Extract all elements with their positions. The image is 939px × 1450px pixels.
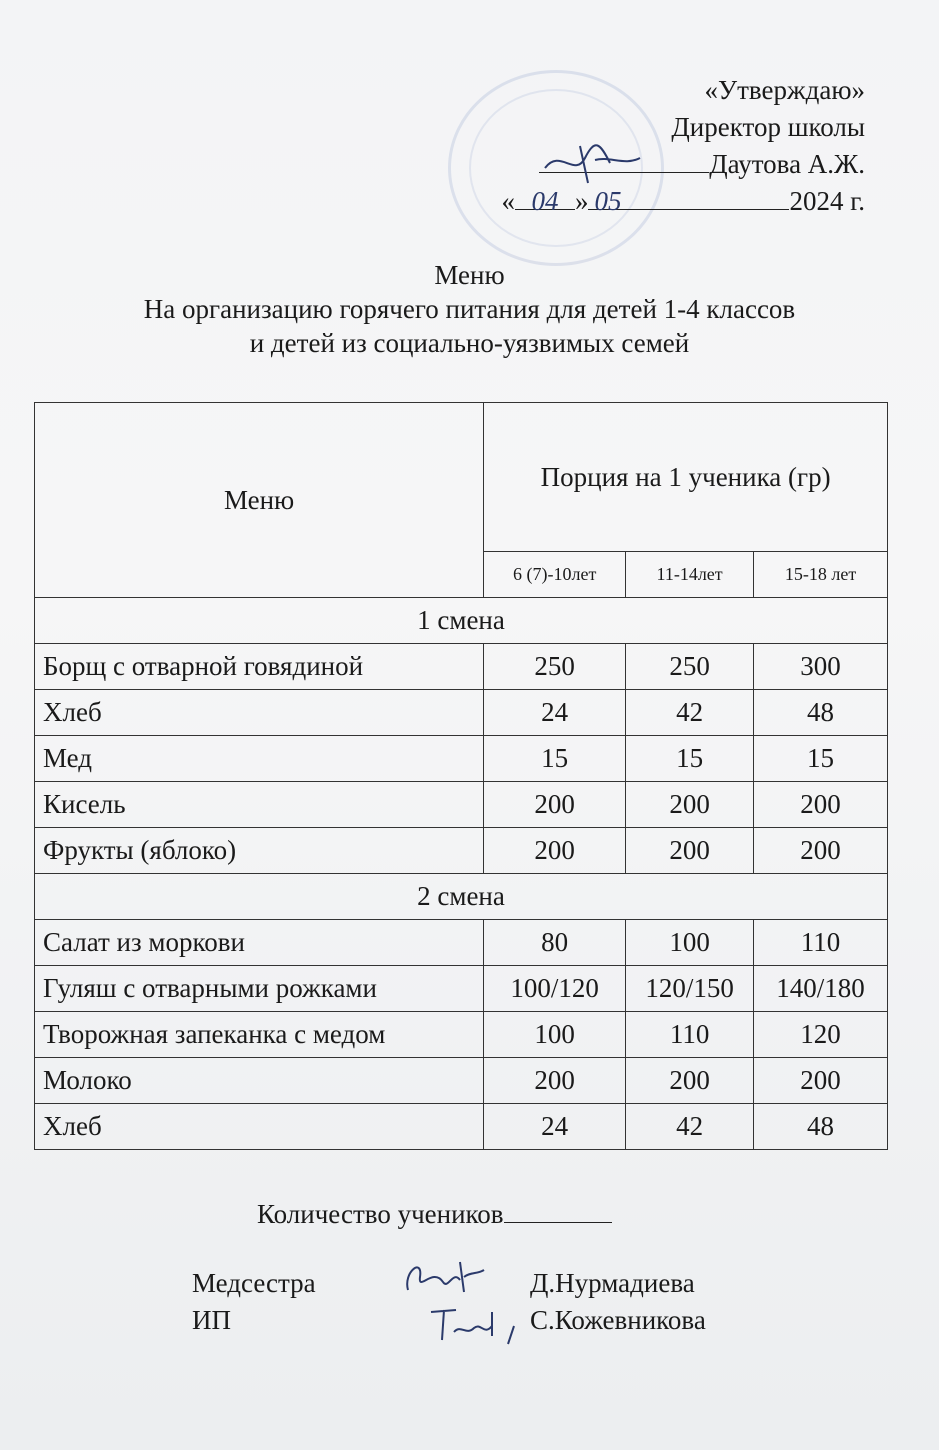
- nurse-signature: [398, 1252, 488, 1302]
- dish-name: Хлеб: [35, 1104, 484, 1150]
- table-header-row: [35, 403, 888, 552]
- portion-value: 42: [626, 690, 754, 736]
- date-month: 05: [588, 183, 789, 210]
- dish-name: Салат из моркови: [35, 920, 484, 966]
- nurse-role: Медсестра: [192, 1268, 316, 1298]
- portion-value: 48: [754, 1104, 888, 1150]
- title-line-1: Меню: [434, 260, 505, 290]
- shift-2-label: 2 смена: [35, 874, 888, 920]
- portion-value: 24: [484, 690, 626, 736]
- portion-value: 200: [754, 828, 888, 874]
- students-count-label: Количество учеников: [257, 1199, 504, 1229]
- menu-table: [34, 402, 888, 1150]
- portion-value: 15: [626, 736, 754, 782]
- table-row: [35, 1012, 888, 1058]
- title-line-2: На организацию горячего питания для детей 1-4 классов: [143, 294, 796, 324]
- portion-value: 48: [754, 690, 888, 736]
- portion-value: 15: [754, 736, 888, 782]
- portion-value: 200: [626, 1058, 754, 1104]
- portion-value: 250: [484, 644, 626, 690]
- portion-value: 110: [626, 1012, 754, 1058]
- document-title: [0, 258, 939, 360]
- director-signature: [540, 138, 650, 188]
- portion-value: 110: [754, 920, 888, 966]
- portion-value: 42: [626, 1104, 754, 1150]
- age-group-1: 6 (7)-10лет: [484, 552, 626, 598]
- table-row: [35, 966, 888, 1012]
- ip-role: ИП: [192, 1305, 231, 1335]
- date-day: 04: [515, 183, 575, 210]
- portion-value: 24: [484, 1104, 626, 1150]
- portion-value: 200: [626, 782, 754, 828]
- age-group-2: 11-14лет: [626, 552, 754, 598]
- portion-value: 300: [754, 644, 888, 690]
- dish-name: Гуляш с отварными рожками: [35, 966, 484, 1012]
- portion-value: 250: [626, 644, 754, 690]
- portion-value: 80: [484, 920, 626, 966]
- date-year: 2024 г.: [789, 186, 865, 216]
- portion-value: 15: [484, 736, 626, 782]
- table-row: [35, 1058, 888, 1104]
- ip-signature: [426, 1302, 526, 1346]
- students-count: [257, 1196, 612, 1230]
- portion-value: 200: [626, 828, 754, 874]
- portion-value: 100/120: [484, 966, 626, 1012]
- ip-name: С.Кожевникова: [530, 1305, 706, 1335]
- dish-name: Творожная запеканка с медом: [35, 1012, 484, 1058]
- portion-value: 120: [754, 1012, 888, 1058]
- approval-date: « 04 » 05 2024 г.: [501, 183, 865, 220]
- portion-value: 100: [626, 920, 754, 966]
- dish-name: Хлеб: [35, 690, 484, 736]
- portion-value: 200: [754, 782, 888, 828]
- portion-value: 100: [484, 1012, 626, 1058]
- age-group-3: 15-18 лет: [754, 552, 888, 598]
- portion-value: 200: [484, 1058, 626, 1104]
- title-line-3: и детей из социально-уязвимых семей: [249, 328, 690, 358]
- dish-name: Борщ с отварной говядиной: [35, 644, 484, 690]
- table-row: [35, 828, 888, 874]
- dish-name: Молоко: [35, 1058, 484, 1104]
- table-row: [35, 690, 888, 736]
- shift-row: [35, 598, 888, 644]
- portion-value: 200: [484, 782, 626, 828]
- table-row: [35, 736, 888, 782]
- dish-name: Кисель: [35, 782, 484, 828]
- approve-heading: «Утверждаю»: [704, 75, 865, 105]
- portion-value: 200: [484, 828, 626, 874]
- dish-name: Мед: [35, 736, 484, 782]
- header-menu: Меню: [35, 403, 484, 598]
- nurse-name: Д.Нурмадиева: [530, 1268, 695, 1298]
- shift-row: [35, 874, 888, 920]
- portion-value: 120/150: [626, 966, 754, 1012]
- director-position: Директор школы: [671, 112, 865, 142]
- table-row: [35, 920, 888, 966]
- portion-value: 200: [754, 1058, 888, 1104]
- students-count-blank: [504, 1196, 612, 1223]
- director-name: Даутова А.Ж.: [709, 149, 865, 179]
- dish-name: Фрукты (яблоко): [35, 828, 484, 874]
- header-portion: Порция на 1 ученика (гр): [484, 403, 888, 552]
- shift-1-label: 1 смена: [35, 598, 888, 644]
- table-row: [35, 644, 888, 690]
- portion-value: 140/180: [754, 966, 888, 1012]
- table-row: [35, 782, 888, 828]
- table-row: [35, 1104, 888, 1150]
